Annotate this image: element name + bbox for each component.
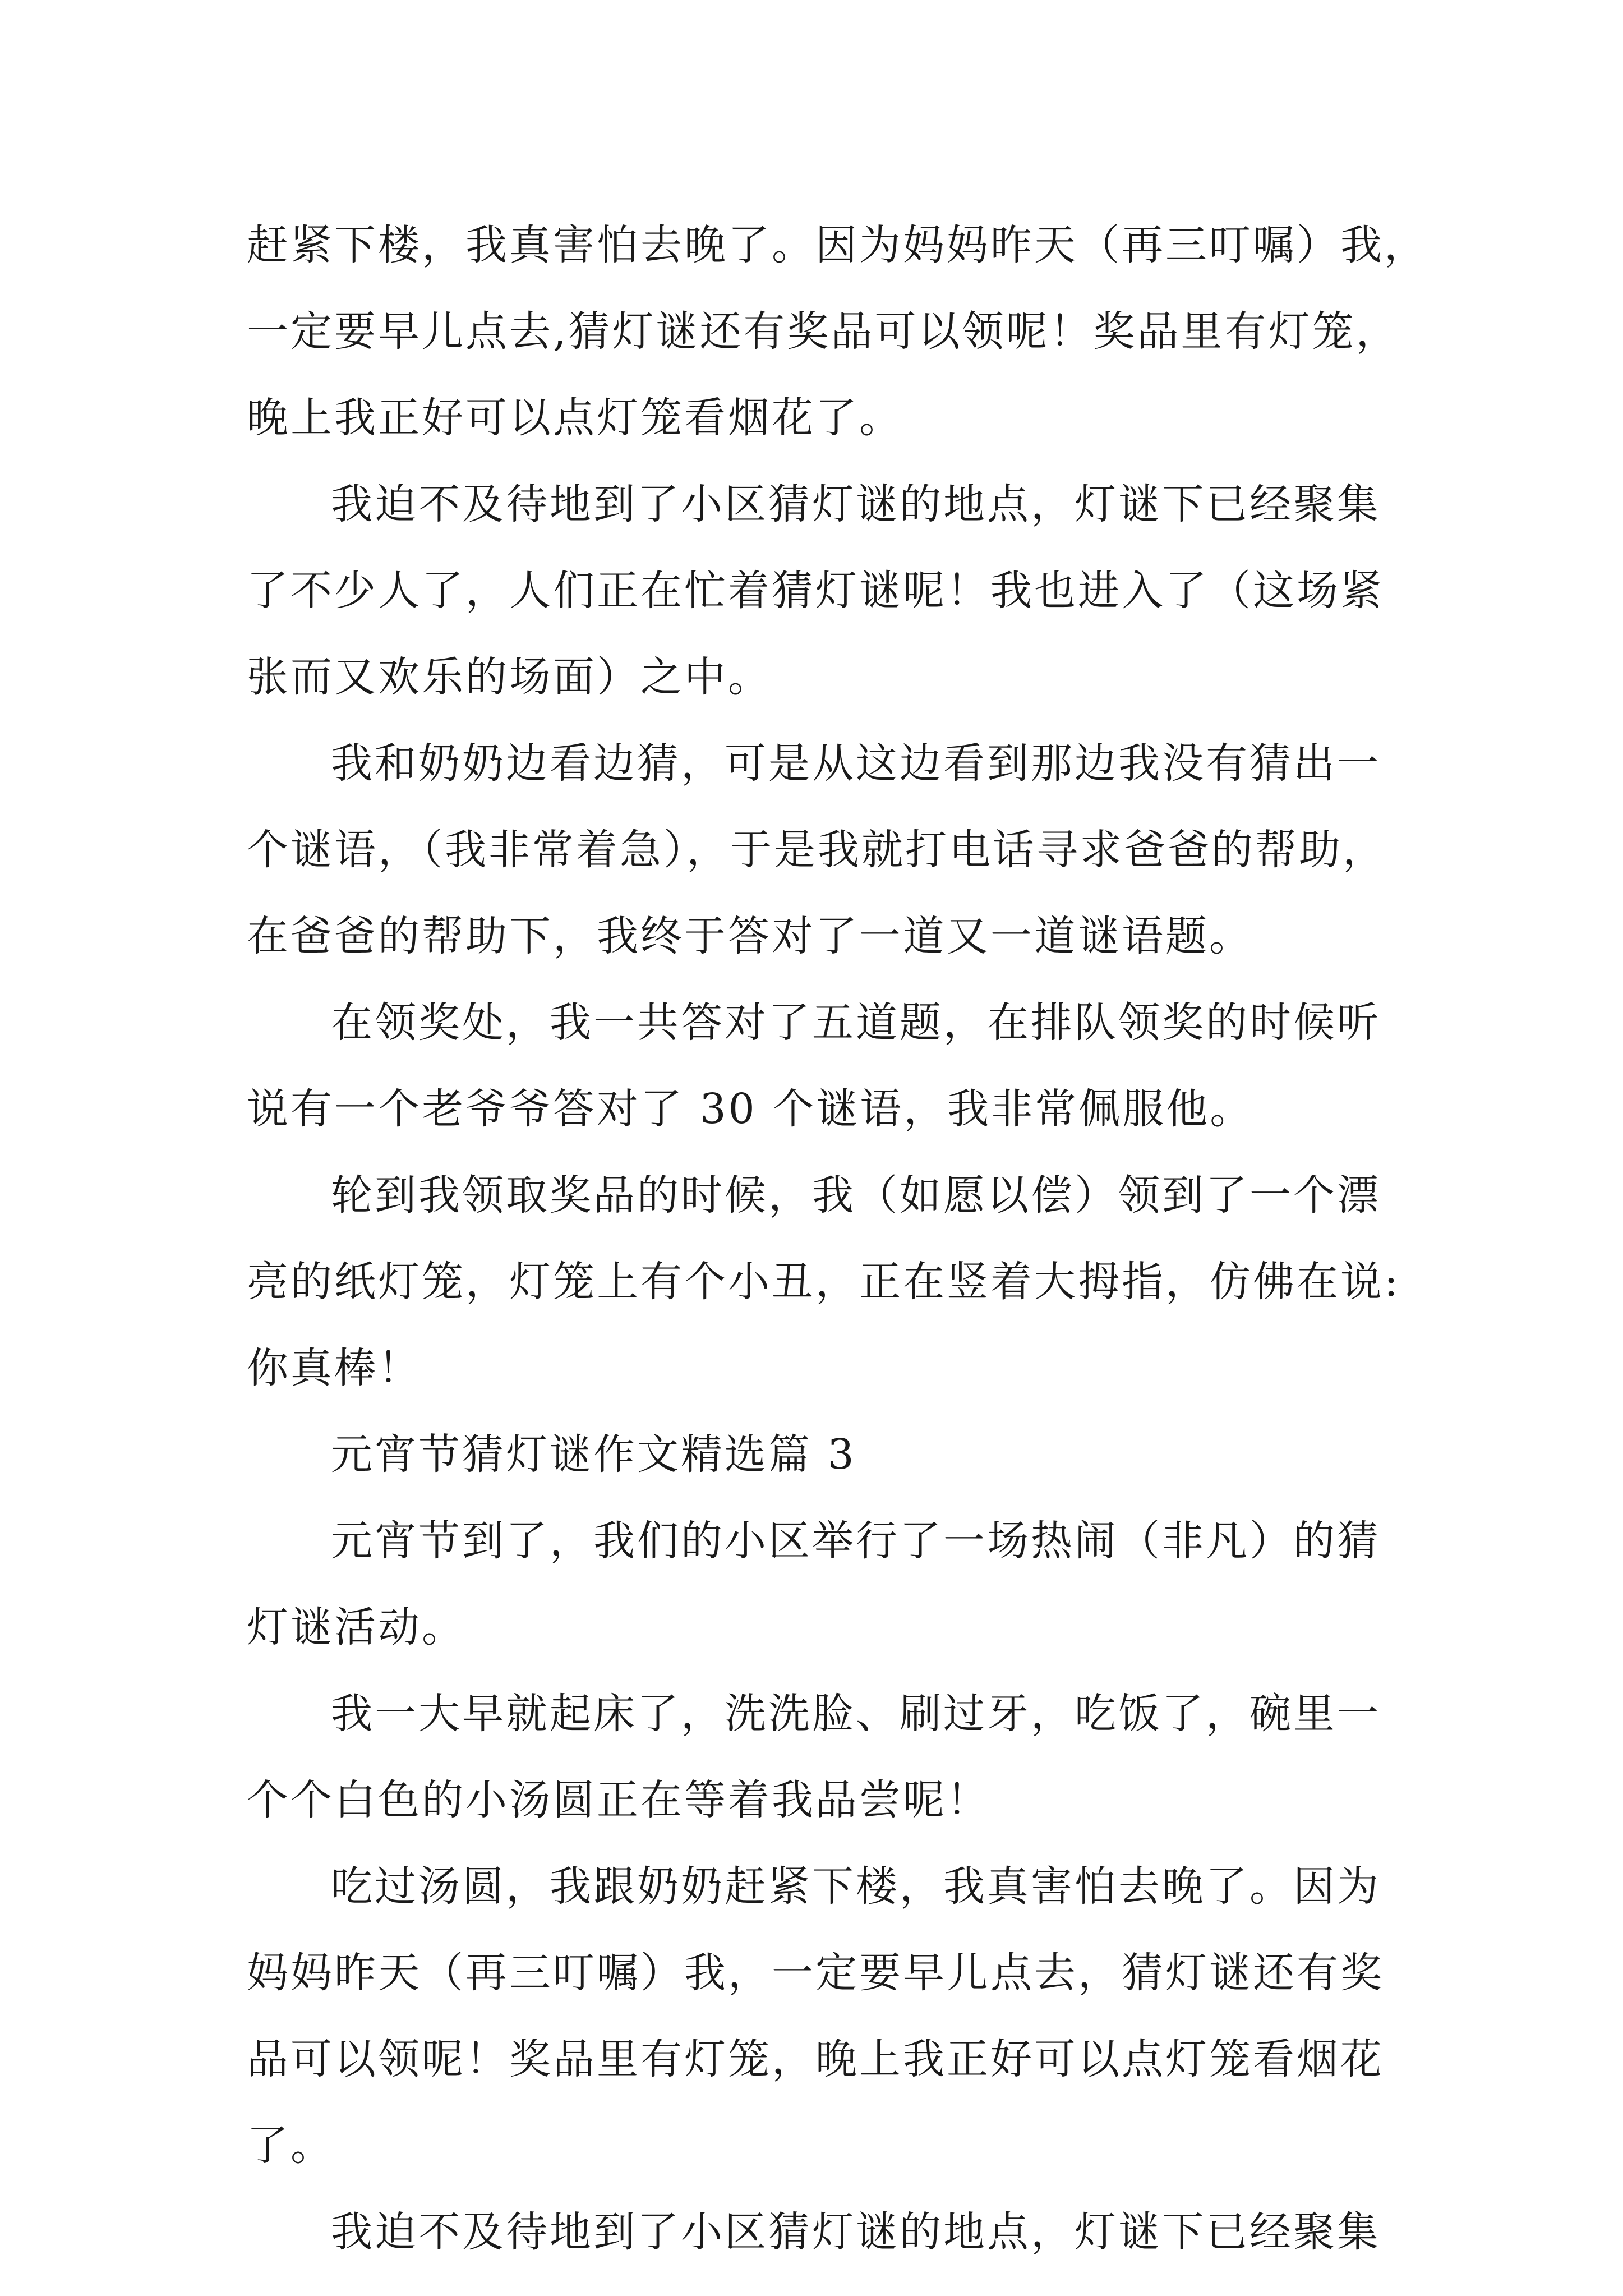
text-line: 我迫不及待地到了小区猜灯谜的地点，灯谜下已经聚集 <box>331 2208 1381 2256</box>
text-line: 晚上我正好可以点灯笼看烟花了。 <box>247 394 903 442</box>
text-line: 妈妈昨天（再三叮嘱）我，一定要早儿点去，猜灯谜还有奖 <box>247 1949 1384 1997</box>
text-line: 赶紧下楼，我真害怕去晚了。因为妈妈昨天（再三叮嘱）我， <box>247 221 1428 269</box>
document-body <box>247 202 1436 2275</box>
text-line: 灯谜活动。 <box>247 1603 465 1651</box>
text-line: 轮到我领取奖品的时候，我（如愿以偿）领到了一个漂 <box>331 1171 1381 1220</box>
text-line: 我迫不及待地到了小区猜灯谜的地点，灯谜下已经聚集 <box>331 480 1381 528</box>
text-line: 亮的纸灯笼，灯笼上有个小丑，正在竖着大拇指，仿佛在说: <box>247 1258 1400 1306</box>
text-line: 在领奖处，我一共答对了五道题，在排队领奖的时候听 <box>331 999 1381 1047</box>
text-line: 了不少人了，人们正在忙着猜灯谜呢！我也进入了（这场紧 <box>247 567 1384 615</box>
text-line: 吃过汤圆，我跟奶奶赶紧下楼，我真害怕去晚了。因为 <box>331 1862 1381 1911</box>
text-line: 张而又欢乐的场面）之中。 <box>247 653 772 701</box>
text-line: 品可以领呢！奖品里有灯笼，晚上我正好可以点灯笼看烟花 <box>247 2035 1384 2083</box>
text-line: 一定要早儿点去,猜灯谜还有奖品可以领呢！奖品里有灯笼， <box>247 307 1400 356</box>
text-line: 了。 <box>247 2122 334 2170</box>
text-line: 我和奶奶边看边猜，可是从这边看到那边我没有猜出一 <box>331 739 1381 788</box>
text-line: 元宵节到了，我们的小区举行了一场热闹（非凡）的猜 <box>331 1517 1381 1565</box>
text-line: 个谜语，（我非常着急），于是我就打电话寻求爸爸的帮助， <box>247 826 1386 874</box>
text-line: 我一大早就起床了，洗洗脸、刷过牙，吃饭了，碗里一 <box>331 1690 1381 1738</box>
text-line: 元宵节猜灯谜作文精选篇 3 <box>331 1430 856 1479</box>
text-line: 你真棒！ <box>247 1344 422 1392</box>
text-line: 说有一个老爷爷答对了 30 个谜语，我非常佩服他。 <box>247 1085 1254 1133</box>
text-line: 在爸爸的帮助下，我终于答对了一道又一道谜语题。 <box>247 912 1253 960</box>
text-line: 个个白色的小汤圆正在等着我品尝呢！ <box>247 1776 990 1824</box>
